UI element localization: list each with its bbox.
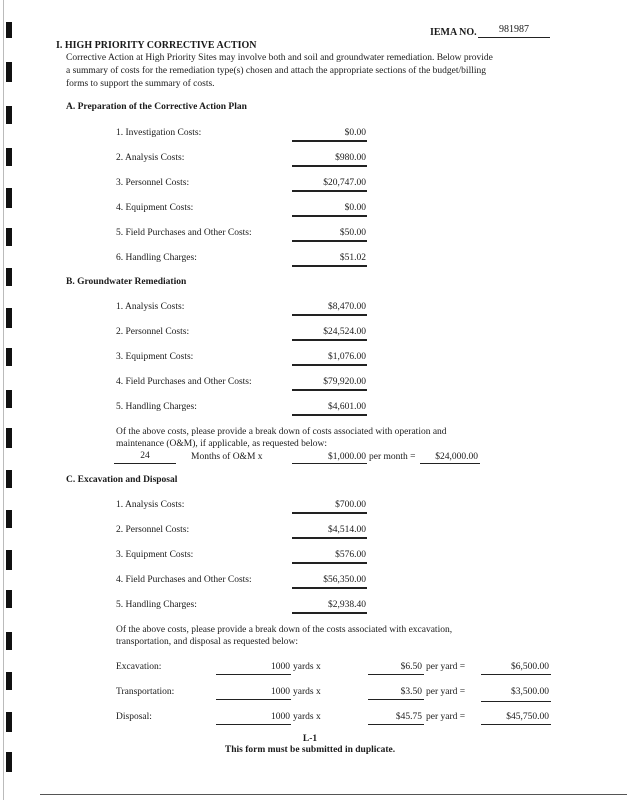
cost-underline <box>292 339 367 341</box>
cost-underline <box>292 165 367 167</box>
breakdown-yards-underline <box>216 699 291 700</box>
om-note-line-1: Of the above costs, please provide a break down of costs associated with operation and <box>116 427 447 437</box>
cost-value: $20,747.00 <box>323 178 366 188</box>
cost-underline <box>292 314 367 316</box>
cost-label: 2. Personnel Costs: <box>116 525 190 535</box>
breakdown-yards: 1000 <box>271 712 290 722</box>
cost-label: 6. Handling Charges: <box>116 253 197 263</box>
binder-mark <box>6 228 12 246</box>
breakdown-yards-label: yards x <box>293 662 321 672</box>
binder-mark <box>6 268 12 286</box>
breakdown-total: $3,500.00 <box>511 687 549 697</box>
binder-mark <box>6 188 12 208</box>
cost-underline <box>292 587 367 589</box>
cost-value: $51.02 <box>339 253 366 263</box>
cost-label: 4. Field Purchases and Other Costs: <box>116 377 252 387</box>
cost-value: $700.00 <box>335 500 366 510</box>
cost-underline <box>292 537 367 539</box>
om-months-underline <box>114 463 176 464</box>
cost-value: $4,601.00 <box>328 402 366 412</box>
om-total-underline <box>420 463 480 464</box>
cost-label: 3. Equipment Costs: <box>116 550 194 560</box>
binder-mark <box>6 712 12 732</box>
cost-value: $2,938.40 <box>328 600 366 610</box>
duplicate-notice: This form must be submitted in duplicate. <box>224 745 396 755</box>
scan-edge-line <box>3 0 4 800</box>
cost-value: $980.00 <box>335 153 366 163</box>
cost-label: 5. Handling Charges: <box>116 600 197 610</box>
iema-number-label: IEMA NO. <box>430 27 477 38</box>
cost-value: $79,920.00 <box>323 377 366 387</box>
iema-number-value: 981987 <box>499 24 529 35</box>
cost-value: $8,470.00 <box>328 302 366 312</box>
binder-mark <box>6 428 12 448</box>
om-per-month-label: per month = <box>369 452 416 462</box>
om-note-line-2: maintenance (O&M), if applicable, as requested below: <box>116 439 328 449</box>
binder-mark <box>6 148 12 166</box>
breakdown-total: $45,750.00 <box>506 712 549 722</box>
breakdown-label: Transportation: <box>116 687 175 697</box>
intro-line-1: Corrective Action at High Priority Sites may involve both and soil and groundwater remediation. Below provide <box>66 53 493 63</box>
cost-label: 2. Personnel Costs: <box>116 327 190 337</box>
breakdown-rate: $6.50 <box>400 662 422 672</box>
breakdown-rate-underline <box>368 724 424 725</box>
cost-label: 3. Personnel Costs: <box>116 178 190 188</box>
om-per-month-value: $1,000.00 <box>328 452 366 462</box>
binder-mark <box>6 308 12 328</box>
cost-underline <box>292 240 367 242</box>
binder-mark <box>6 390 12 408</box>
breakdown-rate-label: per yard = <box>426 687 466 697</box>
cost-underline <box>292 265 367 267</box>
binder-mark <box>6 752 12 772</box>
cost-underline <box>292 190 367 192</box>
page-title: I. HIGH PRIORITY CORRECTIVE ACTION <box>56 40 257 51</box>
page-number: L-1 <box>302 734 318 744</box>
iema-number-underline <box>478 37 550 38</box>
breakdown-yards: 1000 <box>271 662 290 672</box>
cost-label: 1. Analysis Costs: <box>116 302 185 312</box>
binder-mark <box>6 510 12 528</box>
breakdown-label: Excavation: <box>116 662 162 672</box>
om-total-value: $24,000.00 <box>435 452 478 462</box>
breakdown-yards: 1000 <box>271 687 290 697</box>
breakdown-rate: $3.50 <box>400 687 422 697</box>
om-months-value: 24 <box>140 451 150 461</box>
breakdown-rate-underline <box>368 699 424 700</box>
binder-mark <box>6 632 12 650</box>
breakdown-total-underline <box>481 674 551 675</box>
section-c-title: C. Excavation and Disposal <box>66 475 178 485</box>
cost-label: 1. Analysis Costs: <box>116 500 185 510</box>
binder-mark <box>6 22 12 38</box>
breakdown-total: $6,500.00 <box>511 662 549 672</box>
cost-underline <box>292 389 367 391</box>
binder-mark <box>6 590 12 608</box>
cost-label: 4. Equipment Costs: <box>116 203 194 213</box>
section-a-title: A. Preparation of the Corrective Action Plan <box>66 102 247 112</box>
breakdown-rate-underline <box>368 674 424 675</box>
cost-value: $4,514.00 <box>328 525 366 535</box>
cost-label: 2. Analysis Costs: <box>116 153 185 163</box>
section-b-title: B. Groundwater Remediation <box>66 277 187 287</box>
binder-mark <box>6 470 12 488</box>
excavation-note-line-1: Of the above costs, please provide a break down of the costs associated with excavation, <box>116 625 453 635</box>
cost-underline <box>292 140 367 142</box>
intro-line-3: forms to support the summary of costs. <box>66 79 215 89</box>
cost-underline <box>292 562 367 564</box>
om-months-label: Months of O&M x <box>191 452 263 462</box>
cost-value: $56,350.00 <box>323 575 366 585</box>
breakdown-yards-underline <box>216 724 291 725</box>
binder-mark <box>6 348 12 366</box>
om-per-month-underline <box>292 463 367 464</box>
cost-underline <box>292 215 367 217</box>
cost-label: 4. Field Purchases and Other Costs: <box>116 575 252 585</box>
cost-value: $1,076.00 <box>328 352 366 362</box>
intro-line-2: a summary of costs for the remediation type(s) chosen and attach the appropriate sections of the budget/billing <box>66 66 486 76</box>
binder-mark <box>6 672 12 690</box>
excavation-note-line-2: transportation, and disposal as requested below: <box>116 637 299 647</box>
page-bottom-edge <box>40 794 627 795</box>
cost-underline <box>292 364 367 366</box>
cost-label: 3. Equipment Costs: <box>116 352 194 362</box>
breakdown-total-underline <box>481 724 551 725</box>
cost-value: $0.00 <box>344 203 366 213</box>
cost-value: $24,524.00 <box>323 327 366 337</box>
cost-underline <box>292 612 367 614</box>
breakdown-total-underline <box>481 701 551 702</box>
breakdown-rate: $45.75 <box>395 712 422 722</box>
binder-mark <box>6 550 12 570</box>
cost-value: $50.00 <box>339 228 366 238</box>
binder-mark <box>6 106 12 124</box>
breakdown-yards-label: yards x <box>293 712 321 722</box>
breakdown-rate-label: per yard = <box>426 712 466 722</box>
cost-label: 5. Field Purchases and Other Costs: <box>116 228 252 238</box>
breakdown-rate-label: per yard = <box>426 662 466 672</box>
breakdown-label: Disposal: <box>116 712 152 722</box>
cost-value: $576.00 <box>335 550 366 560</box>
cost-label: 5. Handling Charges: <box>116 402 197 412</box>
breakdown-yards-label: yards x <box>293 687 321 697</box>
binder-mark <box>6 62 12 82</box>
cost-underline <box>292 512 367 514</box>
cost-underline <box>292 414 367 416</box>
cost-label: 1. Investigation Costs: <box>116 128 202 138</box>
breakdown-yards-underline <box>216 674 291 675</box>
cost-value: $0.00 <box>344 128 366 138</box>
